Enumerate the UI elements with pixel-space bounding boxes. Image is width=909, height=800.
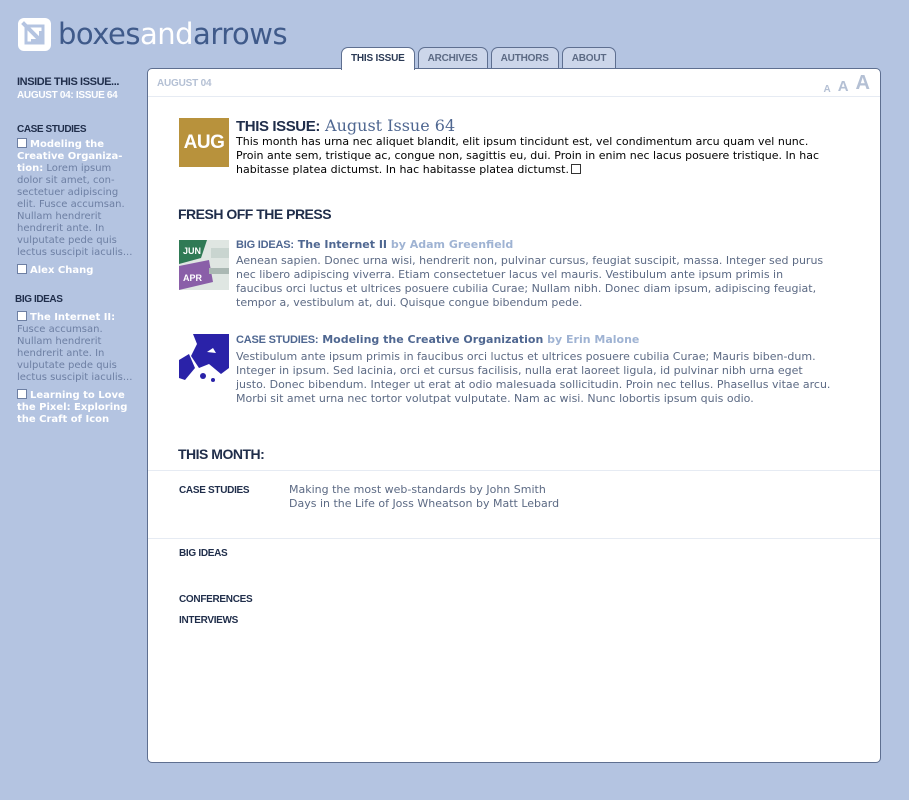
divider: [148, 538, 880, 539]
font-large-button[interactable]: A: [855, 72, 870, 94]
font-size-controls: [823, 72, 870, 95]
sidebar: [17, 76, 139, 426]
tab-archives[interactable]: ARCHIVES: [418, 47, 488, 68]
month-category-big-ideas[interactable]: BIG IDEAS: [179, 548, 228, 559]
article-summary: Vestibulum ante ipsum primis in faucibus orci luctus et ultrices posuere cubilia Curae; Mauris biben-dum. Integer in ipsum. Sed lacinia, orci et cursus facilisis, nulla erat laoreet ligula, id pulvinar nibh urna eget justo. Donec bibendum. Integer ut erat at odio malesuada sollicitudin. Proin nec tellus. Phasellus vitae arcu. Morbi sit amet urna nec tortor volutpat vulputate. Nam ac wisi. Nunc lobortis ipsum quis odio.: [236, 350, 831, 405]
arrow-box-icon: [18, 18, 51, 51]
issue-title: THIS ISSUE: August Issue 64: [236, 116, 456, 135]
month-badge: AUG: [179, 118, 229, 167]
font-small-button[interactable]: A: [823, 84, 831, 95]
page-icon: [17, 389, 27, 399]
font-medium-button[interactable]: A: [837, 78, 849, 95]
sidebar-section-big-ideas: BIG IDEAS: [15, 294, 63, 305]
article-heading[interactable]: BIG IDEAS: The Internet II by Adam Greenfield: [236, 238, 514, 251]
site-name: boxesandarrows: [58, 17, 288, 51]
article-thumbnail[interactable]: [179, 240, 229, 290]
month-category-conferences[interactable]: CONFERENCES: [179, 594, 253, 605]
site-logo[interactable]: [18, 16, 287, 52]
month-link[interactable]: Making the most web-standards by John Smith: [289, 483, 546, 496]
page-icon: [17, 138, 27, 148]
sidebar-heading: INSIDE THIS ISSUE...: [17, 76, 120, 88]
sidebar-item-alex-chang[interactable]: Alex Chang: [17, 264, 139, 277]
page-icon: [17, 311, 27, 321]
sidebar-subheading: AUGUST 04: ISSUE 64: [17, 90, 118, 101]
tab-about[interactable]: ABOUT: [562, 47, 617, 68]
divider: [148, 96, 880, 97]
tab-authors[interactable]: AUTHORS: [491, 47, 559, 68]
fresh-heading: FRESH OFF THE PRESS: [178, 206, 332, 222]
sidebar-item-internet-ii[interactable]: The Internet II: Fusce accumsan. Nullam hendrerit hendrerit ante. In vulputate pede quis lectus suscipit iaculis...: [17, 312, 133, 383]
month-links: [289, 483, 559, 511]
divider: [148, 470, 880, 471]
month-category-case-studies[interactable]: CASE STUDIES: [179, 485, 250, 496]
page-icon: [17, 264, 27, 274]
issue-date: AUGUST 04: [157, 78, 212, 89]
svg-text:JUN: JUN: [183, 246, 202, 256]
article-heading[interactable]: CASE STUDIES: Modeling the Creative Organization by Erin Malone: [236, 333, 640, 346]
external-link-icon[interactable]: [571, 164, 581, 174]
this-month-heading: THIS MONTH:: [178, 446, 265, 462]
month-link[interactable]: Days in the Life of Joss Wheatson by Matt Lebard: [289, 497, 560, 510]
article-thumbnail[interactable]: [179, 334, 229, 384]
month-category-interviews[interactable]: INTERVIEWS: [179, 615, 239, 626]
sidebar-section-case-studies: CASE STUDIES: [17, 124, 87, 135]
issue-description: This month has urna nec aliquet blandit, elit ipsum tincidunt est, vel condimentum arcu quam vel nunc. Proin ante sem, tristique ac, congue non, sagittis eu, dui. Proin in enim nec lacus posuere tristique. In hac habitasse platea dictumst. In hac habitasse platea dictumst.: [236, 135, 819, 176]
svg-text:APR: APR: [183, 273, 203, 283]
sidebar-item-modeling[interactable]: Modeling the Creative Organiza-tion: Lorem ipsum dolor sit amet, con-sectetuer adipiscing elit. Fusce accumsan. Nullam hendrerit hendrerit ante. In vulputate pede quis lectus suscipit iaculis...: [17, 139, 133, 258]
sidebar-item-learning-pixel[interactable]: Learning to Love the Pixel: Exploring the Craft of Icon: [17, 390, 128, 425]
tab-this-issue[interactable]: THIS ISSUE: [341, 47, 415, 70]
main-content: [147, 68, 881, 763]
article-summary: Aenean sapien. Donec urna wisi, hendrerit non, pulvinar cursus, feugiat suscipit, massa. Integer sed purus nec libero adipiscing viverra. Etiam consectetuer lacus vel mauris. Vestibulum ante ipsum primis in faucibus orci luctus et ultrices posuere cubilia Curae; Nullam nibh. Donec diam ipsum, adipiscing feugiat, tempor a, vestibulum at, dui. Quisque congue bibendum pede.: [236, 254, 824, 309]
main-nav-tabs: [341, 47, 619, 69]
